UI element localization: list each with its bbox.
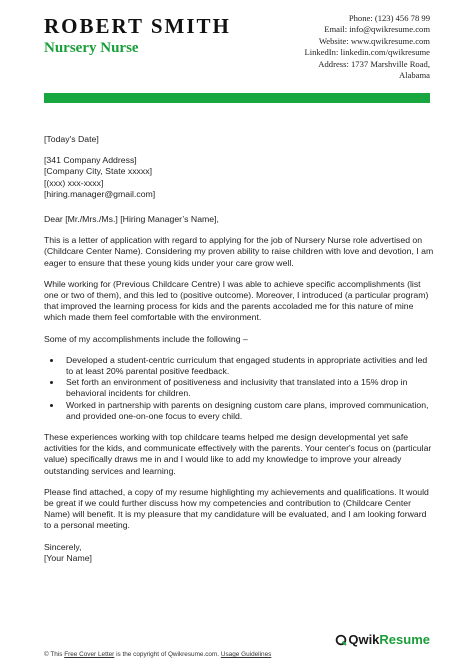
letter-body [44, 134, 436, 564]
contact-block [200, 13, 430, 81]
list-item: • Set forth an environment of positiveness and inclusivity that translated into a 15% drop in behavioral incidents for children. [62, 377, 436, 399]
contact-address-line1: Address: 1737 Marshville Road, [318, 58, 430, 69]
recipient-line: [hiring.manager@gmail.com] [44, 188, 156, 199]
header-divider-bar [44, 93, 430, 103]
closing: Sincerely, [44, 541, 82, 552]
recipient-line: [(xxx) xxx-xxxx] [44, 177, 104, 188]
list-item: • Developed a student-centric curriculum that engaged students in appropriate activities and led to at least 20% parental positive feedback. [62, 355, 436, 377]
signature-name: [Your Name] [44, 552, 92, 563]
applicant-job-title: Nursery Nurse [44, 40, 139, 56]
contact-email[interactable]: Email: info@qwikresume.com [324, 24, 430, 35]
contact-phone: Phone: (123) 456 78 99 [348, 13, 430, 23]
recipient-line: [Company City, State xxxxx] [44, 166, 152, 177]
list-item: • Worked in partnership with parents on designing custom care plans, improved communication, and provided one-on-one focus to every child. [62, 400, 436, 422]
footer-prefix: © This [44, 651, 65, 658]
contact-website[interactable]: Website: www.qwikresume.com [318, 35, 430, 46]
accomplishments-list [44, 355, 436, 422]
applicant-name: ROBERT SMITH [44, 14, 231, 38]
qwikresume-logo-icon [335, 634, 347, 646]
contact-linkedin[interactable]: LinkedIn: linkedin.com/qwikresume [304, 47, 430, 58]
qwikresume-logo [335, 632, 430, 647]
usage-guidelines-link[interactable]: Usage Guidelines [220, 651, 272, 658]
recipient-address [44, 155, 436, 200]
logo-text-resume: Resume [379, 632, 430, 647]
salutation: Dear [Mr./Mrs./Ms.] [Hiring Manager’s Name], [44, 214, 219, 225]
footer-copyright [44, 651, 271, 658]
paragraph-fit: These experiences working with top childcare teams helped me design developmental yet safe activities for the kids, and communicate effectively with the parents. Your center's focus on (particular value) specifically draws me in and I would like to add my knowledge to improve your already outstanding services and learning. [44, 432, 432, 476]
contact-address-line2: Alabama [398, 70, 430, 81]
letter-date: [Today's Date] [44, 134, 99, 144]
logo-text-qwik: Qwik [348, 632, 380, 647]
paragraph-closing: Please find attached, a copy of my resume highlighting my achievements and qualifications. It would be great if we could further discuss how my competencies and contribution to (Childcare Center Name) will benefit. It is my pleasure that my candidature will be evaluated, and I am looking forward to a personal meeting. [44, 486, 429, 531]
paragraph-experience: While working for (Previous Childcare Centre) I was able to achieve specific accomplishments (list one or two of them), and this led to (positive outcome). Moreover, I introduced (a particular program) that improved the learning process for kids and the parents accoladed me for this nature of mine which made them feel comfortable with the environment. [44, 278, 429, 323]
accomplishments-intro: Some of my accomplishments include the following – [44, 333, 248, 344]
footer-middle: is the copyright of Qwikresume.com. [114, 651, 221, 658]
free-cover-letter-link[interactable]: Free Cover Letter [64, 651, 115, 658]
recipient-line: [341 Company Address] [44, 155, 137, 166]
paragraph-intro: This is a letter of application with regard to applying for the job of Nursery Nurse role advertised on (Childcare Center Name). Considering my proven ability to raise children with love and devotion, I am eager to ensure that these young kids under your care grow well. [44, 235, 434, 268]
